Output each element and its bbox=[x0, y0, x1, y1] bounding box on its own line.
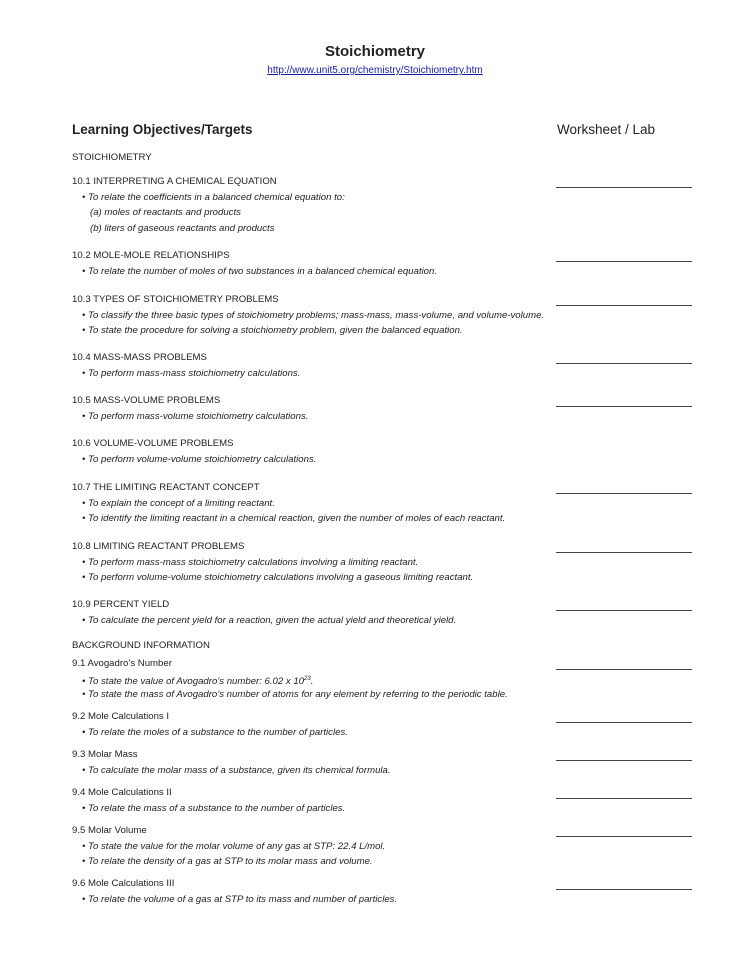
section-heading: 10.4 MASS-MASS PROBLEMS bbox=[72, 352, 207, 363]
objective-text: • To relate the moles of a substance to the number of particles. bbox=[82, 726, 348, 738]
worksheet-lab-heading: Worksheet / Lab bbox=[557, 122, 656, 137]
objective-text: • To perform mass-volume stoichiometry calculations. bbox=[82, 410, 309, 422]
objective-text: (b) liters of gaseous reactants and products bbox=[90, 222, 275, 234]
section-heading: 9.2 Mole Calculations I bbox=[72, 711, 170, 722]
objective-bullet bbox=[72, 511, 702, 527]
worksheet-blank-line[interactable] bbox=[556, 798, 692, 799]
category-heading: STOICHIOMETRY bbox=[72, 152, 152, 163]
worksheet-blank-line[interactable] bbox=[556, 760, 692, 761]
objective-bullet bbox=[72, 763, 702, 779]
objective-section bbox=[72, 436, 702, 467]
objective-text: • To perform volume-volume stoichiometry calculations involving a gaseous limiting reactant. bbox=[82, 572, 474, 583]
objective-text: • To state the value for the molar volume of any gas at STP: 22.4 L/mol. bbox=[82, 840, 386, 852]
worksheet-blank-line[interactable] bbox=[556, 722, 692, 723]
section-heading: 10.9 PERCENT YIELD bbox=[72, 599, 170, 610]
objective-section bbox=[72, 174, 702, 236]
section-heading: 9.3 Molar Mass bbox=[72, 749, 138, 760]
objective-bullet bbox=[72, 854, 702, 870]
worksheet-blank-line[interactable] bbox=[556, 552, 692, 553]
objective-section bbox=[72, 876, 702, 907]
objective-text: • To relate the mass of a substance to the number of particles. bbox=[82, 802, 346, 814]
objective-bullet bbox=[72, 839, 702, 855]
section-heading: 9.1 Avogadro’s Number bbox=[72, 658, 172, 669]
objective-text: • To identify the limiting reactant in a chemical reaction, given the number of moles of each reactant. bbox=[82, 513, 506, 524]
objective-text: • To relate the volume of a gas at STP to its mass and number of particles. bbox=[82, 893, 398, 905]
objective-bullet bbox=[72, 452, 702, 468]
source-link[interactable]: http://www.unit5.org/chemistry/Stoichiometry.htm bbox=[267, 65, 483, 76]
section-heading: 10.3 TYPES OF STOICHIOMETRY PROBLEMS bbox=[72, 294, 279, 305]
section-heading: 10.7 THE LIMITING REACTANT CONCEPT bbox=[72, 482, 260, 493]
objective-text: • To perform mass-mass stoichiometry calculations involving a limiting reactant. bbox=[82, 556, 419, 568]
objective-bullet bbox=[72, 801, 702, 817]
section-heading: 9.6 Mole Calculations III bbox=[72, 878, 175, 889]
punctuation: . bbox=[310, 675, 314, 687]
worksheet-blank-line[interactable] bbox=[556, 610, 692, 611]
objective-section bbox=[72, 393, 702, 424]
document-title: Stoichiometry bbox=[324, 43, 426, 60]
objective-bullet bbox=[72, 570, 702, 586]
objective-section bbox=[72, 785, 702, 816]
objective-bullet bbox=[72, 308, 702, 324]
objectives-heading: Learning Objectives/Targets bbox=[72, 122, 253, 137]
objective-text: • To calculate the molar mass of a substance, given its chemical formula. bbox=[82, 764, 391, 776]
objective-text: (a) moles of reactants and products bbox=[90, 207, 241, 218]
objective-text: • To relate the coefficients in a balanced chemical equation to: bbox=[82, 191, 345, 203]
objective-bullet bbox=[72, 725, 702, 741]
exponent: 23 bbox=[304, 675, 311, 682]
sub-item bbox=[72, 205, 702, 221]
objective-bullet bbox=[72, 409, 702, 425]
objective-section bbox=[72, 539, 702, 586]
objective-text: • To classify the three basic types of stoichiometry problems; mass-mass, mass-volume, and volume-volume. bbox=[82, 309, 545, 321]
section-heading: 10.6 VOLUME-VOLUME PROBLEMS bbox=[72, 438, 234, 449]
objective-section bbox=[72, 350, 702, 381]
objective-section bbox=[72, 747, 702, 778]
objective-section bbox=[72, 292, 702, 339]
objective-bullet bbox=[72, 496, 702, 512]
objective-bullet bbox=[72, 264, 702, 280]
worksheet-blank-line[interactable] bbox=[556, 406, 692, 407]
sub-item bbox=[72, 221, 702, 237]
objective-text: • To perform volume-volume stoichiometry calculations. bbox=[82, 453, 317, 465]
objective-section bbox=[72, 823, 702, 870]
objective-section bbox=[72, 656, 702, 703]
objective-text: • To perform mass-mass stoichiometry calculations. bbox=[82, 367, 301, 379]
objective-section bbox=[72, 597, 702, 628]
objective-bullet bbox=[72, 190, 702, 206]
worksheet-blank-line[interactable] bbox=[556, 889, 692, 890]
section-heading: 9.5 Molar Volume bbox=[72, 825, 147, 836]
objective-text: • To state the value of Avogadro’s number: 6.02 x 10 bbox=[82, 675, 305, 687]
worksheet-blank-line[interactable] bbox=[556, 836, 692, 837]
objective-bullet bbox=[72, 613, 702, 629]
worksheet-blank-line[interactable] bbox=[556, 305, 692, 306]
objective-bullet bbox=[72, 687, 702, 703]
category-heading: BACKGROUND INFORMATION bbox=[72, 640, 210, 651]
worksheet-blank-line[interactable] bbox=[556, 669, 692, 670]
objective-text: • To relate the density of a gas at STP to its molar mass and volume. bbox=[82, 856, 373, 867]
section-heading: 10.2 MOLE-MOLE RELATIONSHIPS bbox=[72, 250, 230, 261]
worksheet-blank-line[interactable] bbox=[556, 261, 692, 262]
section-heading: 10.8 LIMITING REACTANT PROBLEMS bbox=[72, 541, 245, 552]
worksheet-blank-line[interactable] bbox=[556, 187, 692, 188]
objective-text: • To state the mass of Avogadro’s number of atoms for any element by referring to the periodic table. bbox=[82, 689, 508, 700]
objective-bullet bbox=[72, 892, 702, 908]
objective-section bbox=[72, 480, 702, 527]
section-heading: 10.1 INTERPRETING A CHEMICAL EQUATION bbox=[72, 176, 277, 187]
objective-bullet bbox=[72, 323, 702, 339]
objective-text: • To explain the concept of a limiting reactant. bbox=[82, 497, 275, 509]
objective-text: • To state the procedure for solving a stoichiometry problem, given the balanced equation. bbox=[82, 325, 463, 336]
objective-section bbox=[72, 248, 702, 279]
objective-bullet bbox=[72, 555, 702, 571]
objective-text: • To relate the number of moles of two substances in a balanced chemical equation. bbox=[82, 265, 437, 277]
section-heading: 9.4 Mole Calculations II bbox=[72, 787, 172, 798]
objective-text: • To calculate the percent yield for a reaction, given the actual yield and theoretical yield. bbox=[82, 614, 457, 626]
worksheet-blank-line[interactable] bbox=[556, 363, 692, 364]
objective-bullet bbox=[72, 672, 702, 688]
objective-bullet bbox=[72, 366, 702, 382]
worksheet-blank-line[interactable] bbox=[556, 493, 692, 494]
objective-section bbox=[72, 709, 702, 740]
section-heading: 10.5 MASS-VOLUME PROBLEMS bbox=[72, 395, 221, 406]
